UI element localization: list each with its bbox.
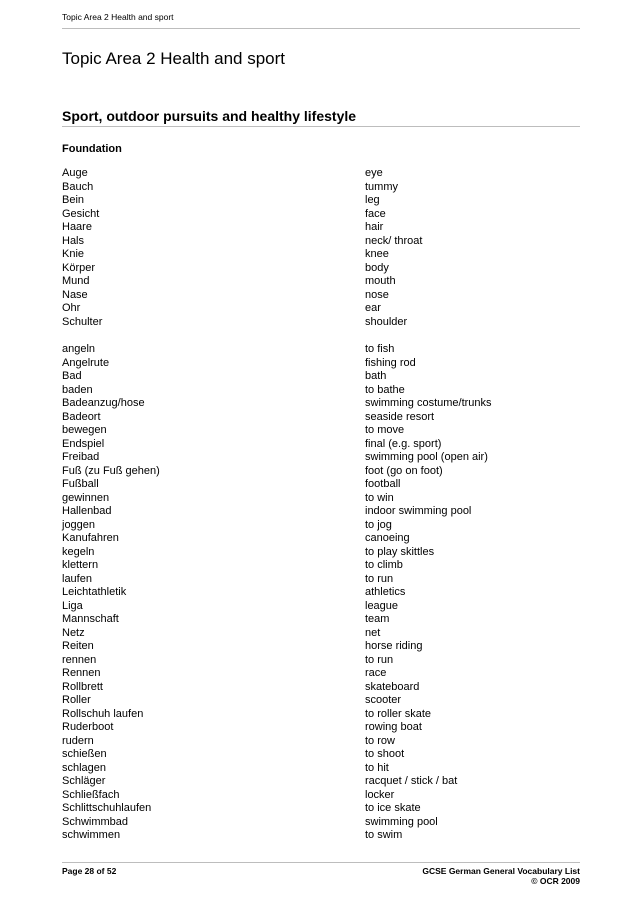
vocab-row (62, 248, 582, 262)
german-word: Freibad (62, 451, 100, 463)
german-word: Mund (62, 275, 90, 287)
english-translation: shoulder (365, 315, 408, 328)
german-word: Bad (62, 370, 82, 382)
german-word: Kanufahren (62, 532, 119, 544)
english-translation: athletics (365, 586, 406, 598)
german-word: kegeln (62, 545, 95, 558)
english-translation: to win (365, 491, 394, 504)
english-translation: to play skittles (365, 545, 435, 558)
german-word: Angelrute (62, 356, 110, 369)
english-translation: leg (365, 194, 380, 206)
english-translation: indoor swimming pool (365, 505, 472, 517)
german-word: Ohr (62, 302, 81, 314)
footer-copyright: © OCR 2009 (531, 876, 580, 886)
vocab-list-sport (62, 343, 582, 843)
vocab-row (62, 343, 582, 357)
vocab-row (62, 194, 582, 208)
english-translation: racquet / stick / bat (365, 775, 458, 787)
german-word: Gesicht (62, 207, 100, 220)
english-translation: to move (365, 424, 405, 436)
vocab-row (62, 708, 582, 722)
german-word: Mannschaft (62, 613, 119, 625)
german-word: rennen (62, 653, 97, 666)
vocab-row (62, 546, 582, 560)
vocab-row (62, 465, 582, 479)
vocab-row (62, 397, 582, 411)
vocab-row (62, 424, 582, 438)
vocab-row (62, 627, 582, 641)
english-translation: swimming pool (365, 815, 438, 828)
english-translation: league (365, 599, 399, 612)
german-word: Haare (62, 221, 92, 233)
vocab-row (62, 640, 582, 654)
german-word: Rollbrett (62, 680, 103, 693)
german-word: Fuß (zu Fuß gehen) (62, 464, 160, 477)
english-translation: to run (365, 572, 394, 585)
german-word: Liga (62, 599, 83, 612)
vocab-row (62, 748, 582, 762)
german-word: Körper (62, 261, 96, 274)
english-translation: race (365, 667, 387, 679)
german-word: rudern (62, 734, 94, 747)
vocab-row (62, 181, 582, 195)
english-translation: to bathe (365, 383, 405, 396)
vocab-row (62, 262, 582, 276)
english-translation: knee (365, 248, 389, 260)
vocab-row (62, 802, 582, 816)
german-word: Bein (62, 194, 85, 206)
german-word: Badeanzug/hose (62, 397, 145, 409)
german-word: Schulter (62, 315, 103, 328)
german-word: Schließfach (62, 788, 120, 801)
vocab-row (62, 667, 582, 681)
english-translation: final (e.g. sport) (365, 437, 442, 450)
vocab-row (62, 816, 582, 830)
section-divider (62, 126, 580, 127)
english-translation: skateboard (365, 680, 420, 693)
german-word: Badeort (62, 410, 101, 423)
german-word: Endspiel (62, 437, 105, 450)
vocab-row (62, 384, 582, 398)
german-word: Ruderboot (62, 721, 114, 733)
english-translation: to roller skate (365, 707, 432, 720)
vocab-row (62, 586, 582, 600)
english-translation: to row (365, 734, 395, 747)
english-translation: mouth (365, 275, 396, 287)
german-word: baden (62, 383, 93, 396)
vocab-row (62, 789, 582, 803)
english-translation: to jog (365, 518, 392, 531)
english-translation: horse riding (365, 640, 423, 652)
english-translation: locker (365, 788, 395, 801)
english-translation: to climb (365, 559, 403, 571)
german-word: Schwimmbad (62, 815, 129, 828)
english-translation: fishing rod (365, 356, 416, 369)
german-word: Knie (62, 248, 85, 260)
vocab-row (62, 438, 582, 452)
english-translation: seaside resort (365, 410, 435, 423)
vocab-row (62, 370, 582, 384)
vocab-row (62, 694, 582, 708)
vocab-row (62, 302, 582, 316)
german-word: Hals (62, 234, 85, 247)
vocab-row (62, 505, 582, 519)
vocab-row (62, 559, 582, 573)
english-translation: body (365, 261, 389, 274)
german-word: Rollschuh laufen (62, 707, 144, 720)
english-translation: canoeing (365, 532, 410, 544)
english-translation: to shoot (365, 748, 405, 760)
german-word: schlagen (62, 761, 107, 774)
page-number: Page 28 of 52 (62, 866, 117, 876)
vocab-row (62, 775, 582, 789)
vocab-row (62, 275, 582, 289)
vocab-row (62, 289, 582, 303)
vocab-row (62, 829, 582, 843)
english-translation: to ice skate (365, 802, 421, 814)
vocab-row (62, 411, 582, 425)
footer-divider (62, 862, 580, 863)
vocab-row (62, 221, 582, 235)
english-translation: face (365, 207, 386, 220)
vocab-row (62, 519, 582, 533)
vocab-row (62, 681, 582, 695)
footer-doc-info (422, 866, 580, 886)
english-translation: football (365, 478, 401, 490)
german-word: schießen (62, 748, 107, 760)
vocab-row (62, 451, 582, 465)
vocab-row (62, 600, 582, 614)
level-heading: Foundation (62, 143, 122, 155)
vocab-row (62, 573, 582, 587)
english-translation: to run (365, 653, 394, 666)
vocab-row (62, 762, 582, 776)
vocab-list-body-parts (62, 167, 582, 329)
vocab-row (62, 357, 582, 371)
german-word: bewegen (62, 424, 107, 436)
english-translation: to swim (365, 829, 403, 841)
english-translation: swimming pool (open air) (365, 451, 488, 463)
german-word: angeln (62, 343, 96, 355)
german-word: schwimmen (62, 829, 121, 841)
german-word: gewinnen (62, 491, 110, 504)
german-word: joggen (62, 518, 96, 531)
vocab-row (62, 235, 582, 249)
english-translation: bath (365, 370, 387, 382)
german-word: Netz (62, 626, 85, 639)
english-translation: scooter (365, 694, 402, 706)
english-translation: nose (365, 288, 389, 301)
section-heading: Sport, outdoor pursuits and healthy lifestyle (62, 108, 357, 124)
page-title: Topic Area 2 Health and sport (62, 49, 286, 68)
german-word: Reiten (62, 640, 94, 652)
english-translation: to hit (365, 761, 389, 774)
header-divider (62, 28, 580, 29)
vocab-row (62, 532, 582, 546)
german-word: Roller (62, 694, 91, 706)
english-translation: rowing boat (365, 721, 422, 733)
vocab-row (62, 167, 582, 181)
german-word: Fußball (62, 478, 99, 490)
german-word: Auge (62, 167, 88, 179)
english-translation: ear (365, 302, 381, 314)
english-translation: swimming costume/trunks (365, 397, 492, 409)
vocab-row (62, 316, 582, 330)
vocab-row (62, 492, 582, 506)
german-word: Schlittschuhlaufen (62, 802, 152, 814)
german-word: klettern (62, 559, 99, 571)
german-word: Nase (62, 288, 88, 301)
english-translation: eye (365, 167, 383, 179)
german-word: Schläger (62, 775, 106, 787)
german-word: laufen (62, 572, 92, 585)
english-translation: to fish (365, 343, 395, 355)
vocab-row (62, 721, 582, 735)
english-translation: hair (365, 221, 384, 233)
english-translation: neck/ throat (365, 234, 423, 247)
vocab-row (62, 654, 582, 668)
german-word: Rennen (62, 667, 101, 679)
vocab-row (62, 208, 582, 222)
running-header-title: Topic Area 2 Health and sport (62, 12, 174, 22)
german-word: Bauch (62, 180, 94, 193)
footer-doc-title: GCSE German General Vocabulary List (422, 866, 580, 876)
english-translation: tummy (365, 180, 398, 193)
english-translation: foot (go on foot) (365, 464, 443, 477)
vocab-row (62, 613, 582, 627)
vocab-row (62, 735, 582, 749)
german-word: Leichtathletik (62, 586, 127, 598)
german-word: Hallenbad (62, 505, 112, 517)
vocab-row (62, 478, 582, 492)
english-translation: net (365, 626, 381, 639)
english-translation: team (365, 613, 390, 625)
